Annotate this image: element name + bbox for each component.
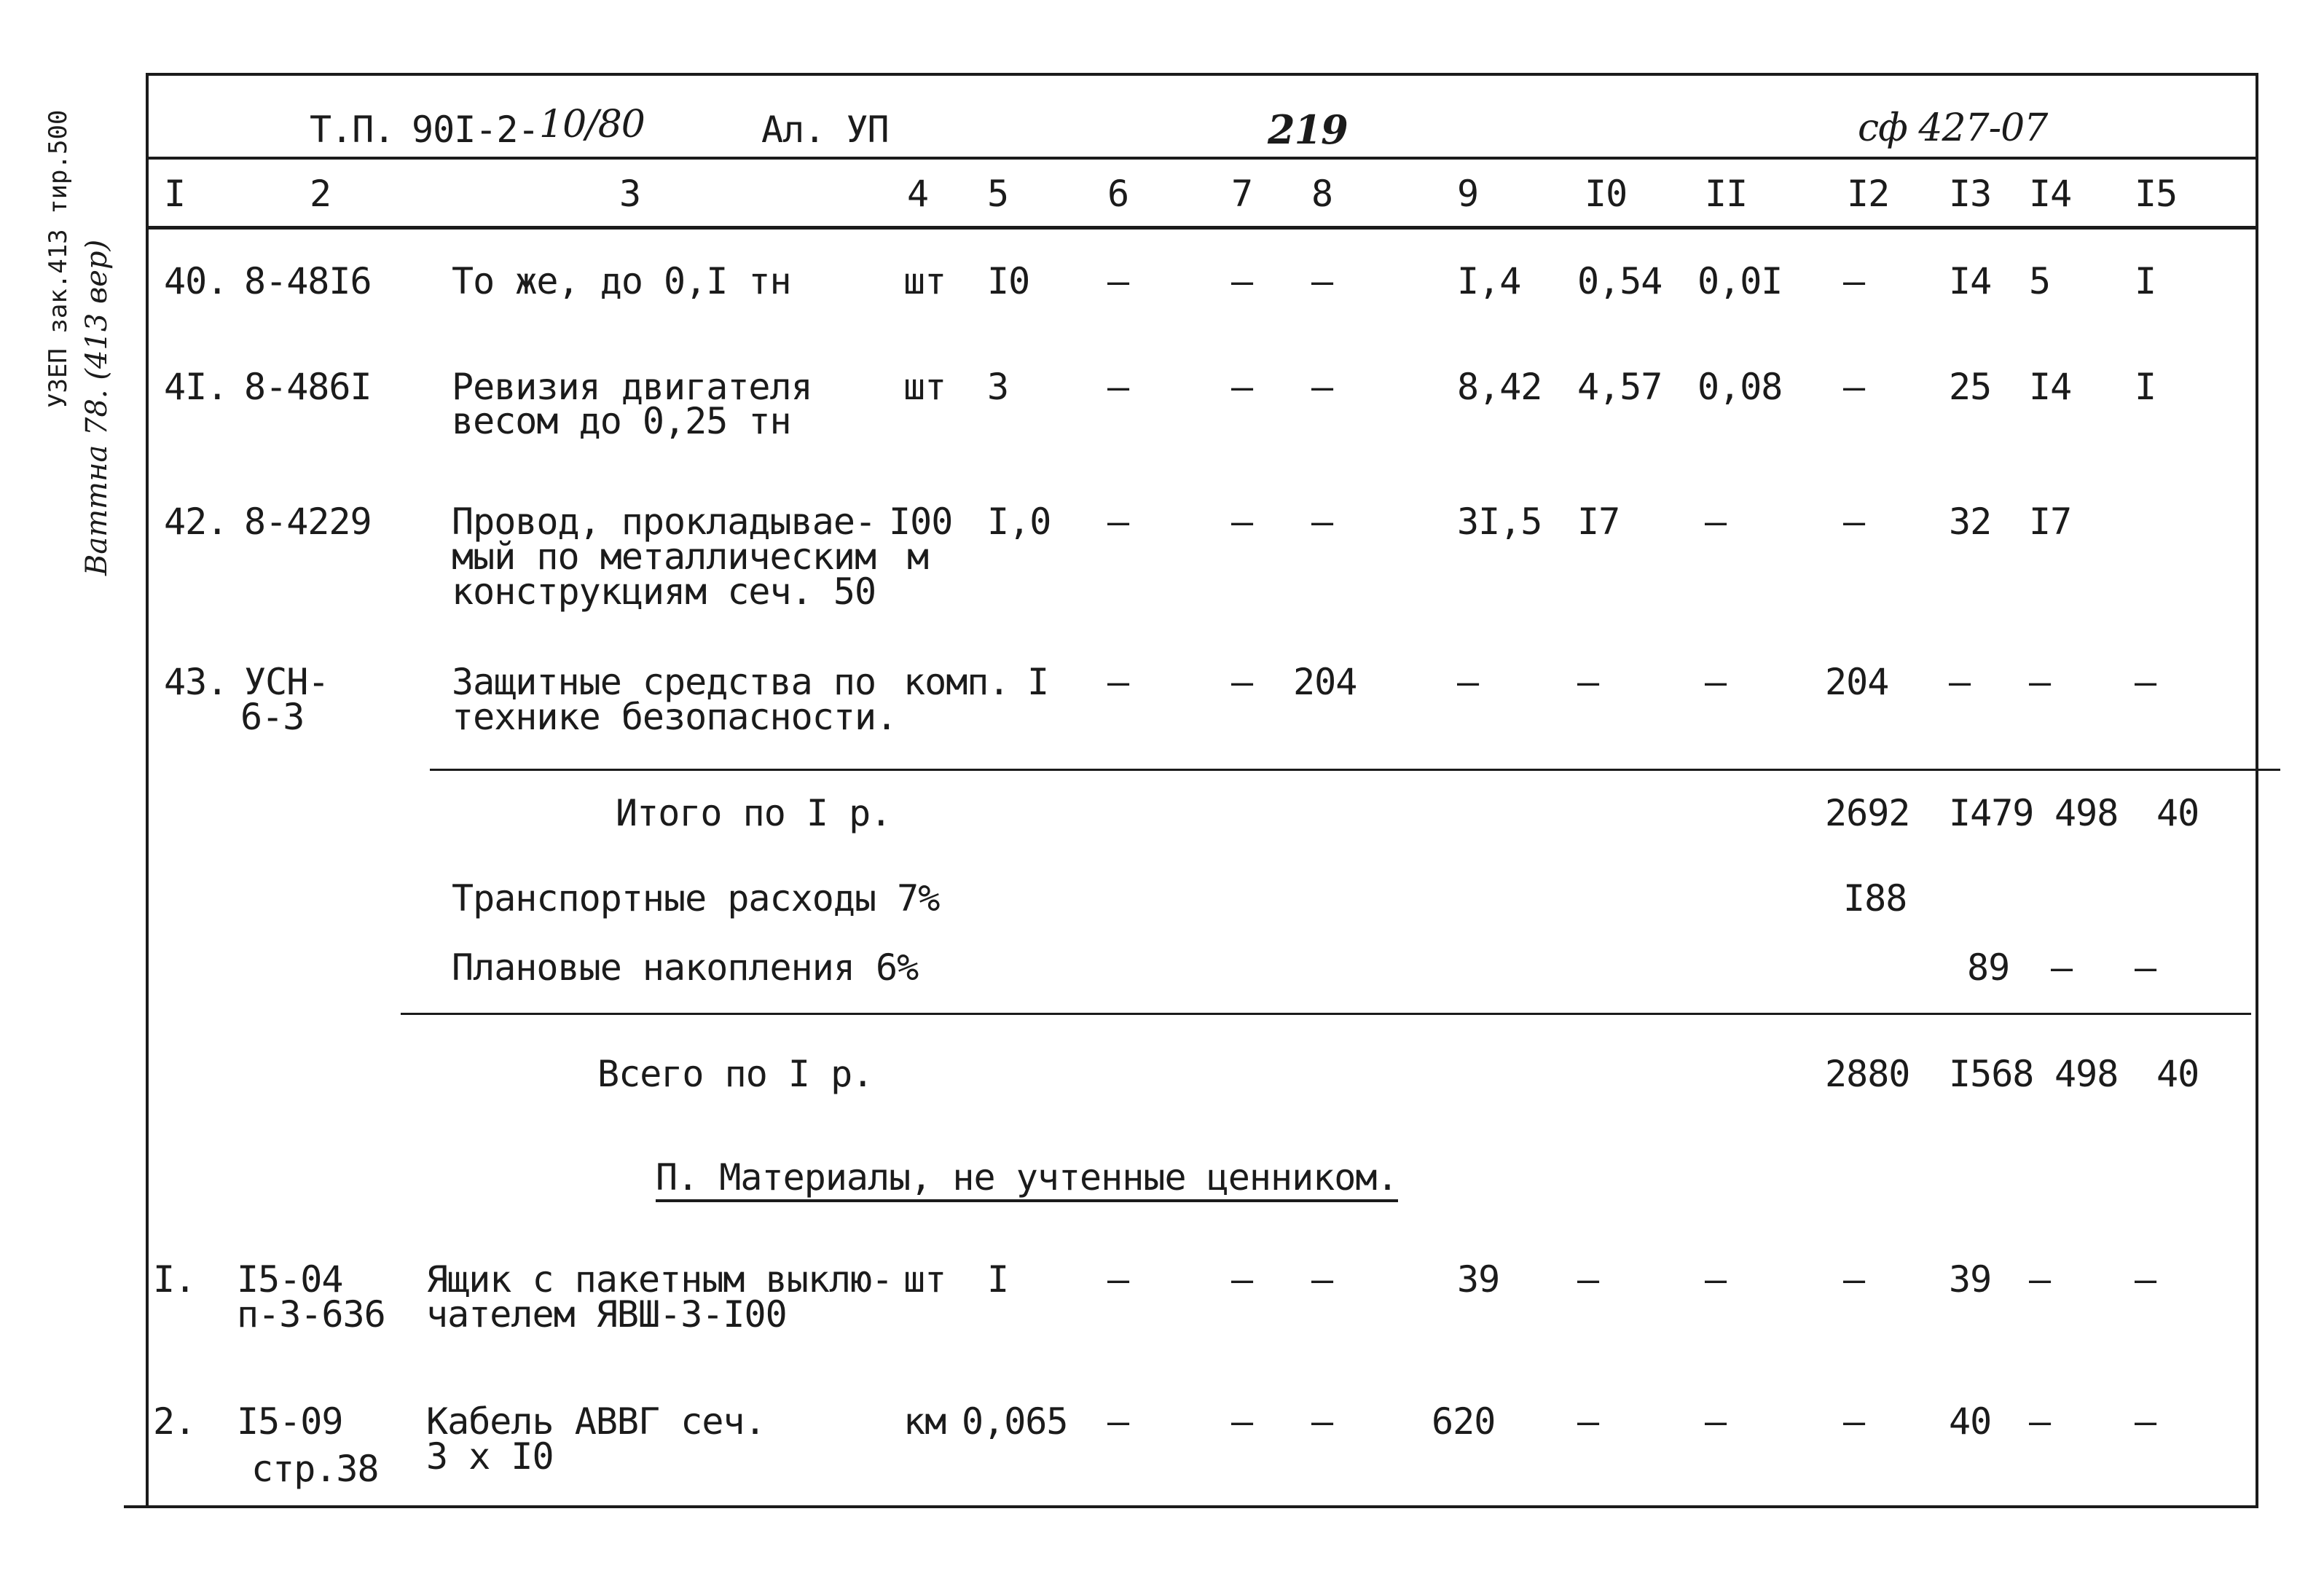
- row-unit: шт: [903, 260, 946, 302]
- cell: 40: [1949, 1400, 1992, 1443]
- row-unit: I00: [889, 501, 953, 543]
- subtotal-label: Итого по I р.: [616, 792, 892, 834]
- row-unit: км: [903, 1400, 946, 1443]
- cell: –: [1705, 1258, 1727, 1301]
- section-title: П. Материалы, не учтенные ценником.: [656, 1158, 1398, 1202]
- row-desc: мый по металлическим: [452, 536, 876, 578]
- subtotal-rule: [430, 769, 2280, 771]
- tp-number: 90I-2-: [412, 109, 539, 151]
- row-desc: конструкциям сеч. 50: [452, 570, 876, 613]
- cell: 0,54: [1577, 260, 1662, 302]
- cell: –: [1311, 366, 1333, 408]
- cell: –: [2135, 946, 2156, 989]
- col-header: I4: [2029, 173, 2072, 215]
- row-code: стр.38: [251, 1448, 379, 1490]
- total-label: Всего по I р.: [597, 1053, 874, 1095]
- cell: –: [1107, 1400, 1129, 1443]
- cell: –: [1311, 1400, 1333, 1443]
- doc-code: сф 427-07: [1858, 106, 2048, 150]
- page-number: 219: [1268, 106, 1348, 153]
- cell: –: [2029, 1258, 2051, 1301]
- cell: 8,42: [1457, 366, 1542, 408]
- col-header: II: [1705, 173, 1748, 215]
- row-unit: м: [907, 536, 929, 578]
- row-desc: Ревизия двигателя: [452, 366, 812, 408]
- margin-printed: УЗЕП зак.413 тир.500: [44, 109, 73, 408]
- transport-label: Транспортные расходы 7%: [452, 877, 940, 919]
- cell: –: [1311, 501, 1333, 543]
- row-qty: I: [987, 1258, 1009, 1301]
- tp-label: Т.П.: [310, 109, 395, 151]
- tp-handwritten: 10/80: [539, 103, 645, 146]
- row-code: п-3-636: [237, 1293, 385, 1336]
- row-code: УСН-: [244, 661, 329, 703]
- cell: 5: [2029, 260, 2051, 302]
- cell: –: [1577, 1400, 1599, 1443]
- row-qty: I: [1027, 661, 1049, 703]
- row-desc: То же, до 0,I тн: [452, 260, 791, 302]
- cell: I: [2135, 366, 2156, 408]
- row-qty: I,0: [987, 501, 1051, 543]
- cell: I4: [2029, 366, 2072, 408]
- cell: 39: [1949, 1258, 1992, 1301]
- frame-bottom: [124, 1505, 2258, 1508]
- cell: –: [1231, 1400, 1253, 1443]
- row-desc: чателем ЯВШ-3-I00: [426, 1293, 787, 1336]
- col-header: 3: [619, 173, 641, 215]
- cell: –: [1843, 260, 1865, 302]
- row-desc: Провод, прокладывае-: [452, 501, 876, 543]
- col-header: 4: [907, 173, 929, 215]
- frame-left: [146, 73, 149, 1508]
- cell: 0,08: [1697, 366, 1783, 408]
- row-num: 43.: [164, 661, 228, 703]
- cell: –: [1843, 366, 1865, 408]
- row-qty: 0,065: [962, 1400, 1068, 1443]
- margin-handwritten: Ваттна 78. (413 вер): [80, 239, 114, 576]
- row-code: 8-4229: [244, 501, 372, 543]
- cell: –: [1231, 501, 1253, 543]
- cell: –: [1843, 501, 1865, 543]
- row-qty: 3: [987, 366, 1009, 408]
- cell: 498: [2054, 792, 2119, 834]
- margin-stamp: [44, 110, 73, 408]
- cell: 39: [1457, 1258, 1500, 1301]
- colhead-line: [146, 226, 2258, 230]
- col-header: I3: [1949, 173, 1992, 215]
- cell: –: [1107, 1258, 1129, 1301]
- row-num: I.: [153, 1258, 196, 1301]
- cell: –: [2135, 1400, 2156, 1443]
- cell: –: [1231, 1258, 1253, 1301]
- cell: –: [2135, 1258, 2156, 1301]
- cell: –: [1107, 501, 1129, 543]
- cell: I4: [1949, 260, 1992, 302]
- col-header: 8: [1311, 173, 1333, 215]
- row-desc: весом до 0,25 тн: [452, 400, 791, 442]
- cell: –: [1311, 1258, 1333, 1301]
- album-label: Ал. УП: [761, 109, 889, 151]
- cell: –: [2029, 661, 2051, 703]
- frame-right: [2256, 73, 2258, 1508]
- cell: 204: [1825, 661, 1889, 703]
- cell: 89: [1967, 946, 2010, 989]
- col-header: 7: [1231, 173, 1253, 215]
- col-header: I0: [1585, 173, 1628, 215]
- cell: 498: [2054, 1053, 2119, 1095]
- row-desc: Ящик с пакетным выклю-: [426, 1258, 893, 1301]
- cell: –: [2029, 1400, 2051, 1443]
- cell: 620: [1432, 1400, 1496, 1443]
- cell: –: [1107, 260, 1129, 302]
- cell: I88: [1843, 877, 1907, 919]
- col-header: 6: [1107, 173, 1129, 215]
- cell: I: [2135, 260, 2156, 302]
- cell: –: [1577, 661, 1599, 703]
- cell: –: [1231, 260, 1253, 302]
- cell: 2692: [1825, 792, 1910, 834]
- col-header: I: [164, 173, 186, 215]
- cell: I479: [1949, 792, 2034, 834]
- col-header: 2: [310, 173, 331, 215]
- cell: –: [1231, 661, 1253, 703]
- row-code: I5-09: [237, 1400, 343, 1443]
- row-desc: Кабель АВВГ сеч.: [426, 1400, 766, 1443]
- cell: I,4: [1457, 260, 1521, 302]
- frame-top: [146, 73, 2258, 76]
- cell: –: [2051, 946, 2073, 989]
- cell: –: [1843, 1258, 1865, 1301]
- col-header: 9: [1457, 173, 1479, 215]
- cell: –: [1949, 661, 1971, 703]
- cell: –: [1457, 661, 1479, 703]
- cell: –: [1231, 366, 1253, 408]
- cell: –: [1843, 1400, 1865, 1443]
- col-header: 5: [987, 173, 1009, 215]
- cell: –: [2135, 661, 2156, 703]
- row-unit: шт: [903, 1258, 946, 1301]
- row-num: 40.: [164, 260, 228, 302]
- planned-label: Плановые накопления 6%: [452, 946, 919, 989]
- row-desc: технике безопасности.: [452, 696, 898, 738]
- row-unit: комп.: [903, 661, 1010, 703]
- cell: I7: [1577, 501, 1620, 543]
- row-code: 8-486I: [244, 366, 372, 408]
- cell: –: [1107, 661, 1129, 703]
- row-desc: Защитные средства по: [452, 661, 876, 703]
- cell: 4,57: [1577, 366, 1662, 408]
- header-line: [146, 157, 2258, 160]
- cell: –: [1577, 1258, 1599, 1301]
- cell: I568: [1949, 1053, 2034, 1095]
- row-code: 8-48I6: [244, 260, 372, 302]
- cell: 0,0I: [1697, 260, 1783, 302]
- row-num: 4I.: [164, 366, 228, 408]
- row-desc: 3 х I0: [426, 1435, 554, 1478]
- cell: 25: [1949, 366, 1992, 408]
- row-code: I5-04: [237, 1258, 343, 1301]
- cell: –: [1705, 1400, 1727, 1443]
- row-num: 2.: [153, 1400, 196, 1443]
- row-code: 6-3: [240, 696, 305, 738]
- col-header: I2: [1847, 173, 1890, 215]
- cell: 40: [2156, 1053, 2199, 1095]
- total-rule: [401, 1013, 2251, 1015]
- col-header: I5: [2135, 173, 2178, 215]
- cell: –: [1107, 366, 1129, 408]
- row-num: 42.: [164, 501, 228, 543]
- cell: I7: [2029, 501, 2072, 543]
- cell: 2880: [1825, 1053, 1910, 1095]
- row-unit: шт: [903, 366, 946, 408]
- cell: 204: [1293, 661, 1357, 703]
- row-qty: I0: [987, 260, 1030, 302]
- cell: 40: [2156, 792, 2199, 834]
- cell: 3I,5: [1457, 501, 1542, 543]
- cell: –: [1705, 501, 1727, 543]
- cell: –: [1705, 661, 1727, 703]
- cell: –: [1311, 260, 1333, 302]
- cell: 32: [1949, 501, 1992, 543]
